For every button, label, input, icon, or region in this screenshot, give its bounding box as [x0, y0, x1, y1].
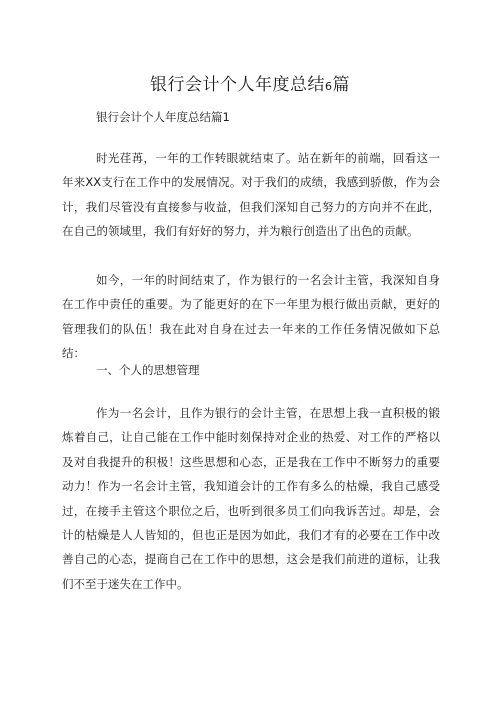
title-suffix: 篇: [332, 75, 350, 95]
title-number: 6: [325, 80, 333, 93]
title-main: 银行会计个人年度总结: [150, 75, 325, 95]
section-paragraph: 作为一名会计，且作为银行的会计主管，在思想上我一直积极的锻炼着自己，让自己能在工作中能时刻保持对企业的热爱、对工作的严格以及对自我提升的积极！这些思想和心态，正是我在工作中不断努力的重要动力！作为一名会计主管，我知道会计的工作有多么的枯燥，我自己感受过，在接手主管这个职位之后，也听到很多员工们向我诉苦过。却是，会计的枯燥是人人皆知的，但也正是因为如此，我们才有的必要在工作中改善自己的心态，提商自己在工作中的思想，这会是我们前进的道标，让我们不至于迷失在工作中。: [62, 406, 440, 591]
section-heading: 一、个人的思想管理: [96, 363, 200, 377]
paragraph-1: 时光荏苒，一年的工作转眼就结束了。站在新年的前端，回看这一年来XX支行在工作中的发展情况。对于我们的成绩，我感到骄傲，作为会计，我们尽管没有直接参与收益，但我们深知自己努力的方向并不在此，在自己的领域里，我们有好好的努力，并为粮行创造出了出色的贡献。: [62, 151, 440, 239]
paragraph-2: 如今，一年的时间结束了，作为银行的一名会计主管，我深知自身在工作中责任的重要。为了能更好的在下一年里为根行做出贡献，更好的管理我们的队伍！我在此对自身在过去一年来的工作任务情况做如下总结：: [62, 273, 440, 361]
article-subtitle: 银行会计个人年度总结篇1: [96, 110, 230, 124]
document-title: [0, 70, 500, 95]
